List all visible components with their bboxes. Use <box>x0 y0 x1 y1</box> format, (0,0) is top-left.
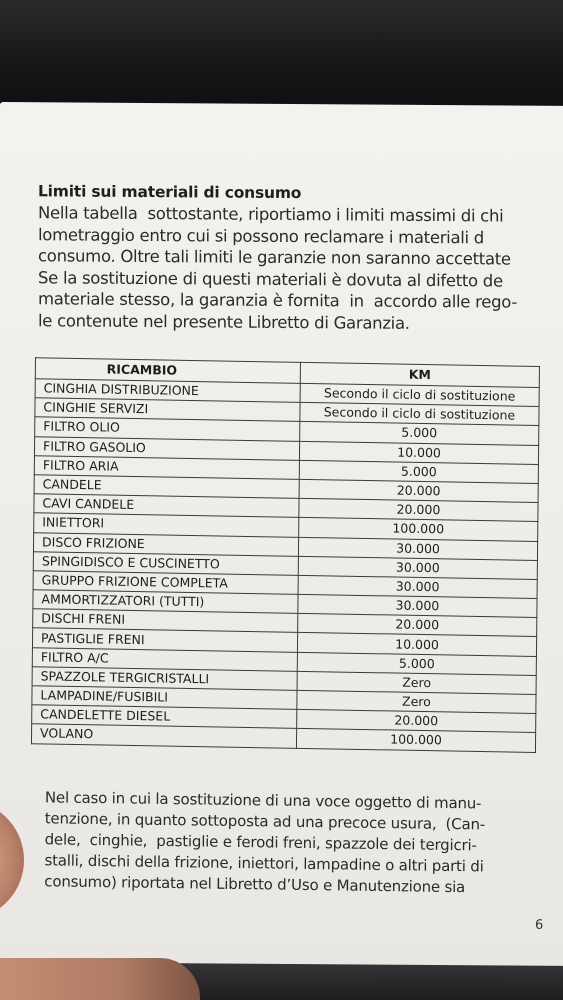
limits-table-wrapper <box>31 357 540 752</box>
part-cell: CINGHIE SERVIZI <box>35 398 300 422</box>
part-cell: CINGHIA DISTRIBUZIONE <box>35 379 300 403</box>
thumb-bottom <box>0 958 200 1000</box>
km-cell: 100.000 <box>299 518 538 541</box>
km-cell: Zero <box>297 671 536 694</box>
footer-line: tenzione, in quanto sottoposta ad una precoce usura, (Can- <box>44 809 486 834</box>
intro-line: le contenute nel presente Libretto di Garanzia. <box>38 310 410 333</box>
part-cell: CAVI CANDELE <box>34 494 299 518</box>
part-cell: DISCO FRIZIONE <box>33 532 298 556</box>
km-cell: 5.000 <box>299 460 538 483</box>
booklet-page <box>0 102 563 966</box>
column-header-part: RICAMBIO <box>35 358 300 384</box>
part-cell: AMMORTIZZATORI (TUTTI) <box>33 590 298 614</box>
footer-line: stalli, dischi della frizione, iniettori, lampadine o altri parti di <box>44 851 484 876</box>
column-header-km: KM <box>300 362 539 387</box>
km-cell: 20.000 <box>299 479 538 502</box>
part-cell: DISCHI FRENI <box>33 609 298 633</box>
page-content <box>38 182 563 335</box>
km-cell: Secondo il ciclo di sostituzione <box>300 383 539 406</box>
part-cell: FILTRO ARIA <box>34 455 299 479</box>
part-cell: PASTIGLIE FRENI <box>32 628 297 652</box>
part-cell: CANDELETTE DIESEL <box>32 705 297 729</box>
km-cell: 30.000 <box>298 594 537 617</box>
part-cell: FILTRO OLIO <box>35 417 300 441</box>
km-cell: 10.000 <box>299 441 538 464</box>
limits-table <box>31 357 540 752</box>
part-cell: SPINGIDISCO E CUSCINETTO <box>33 551 298 575</box>
km-cell: 20.000 <box>298 614 537 637</box>
km-cell: 100.000 <box>296 729 535 752</box>
section-heading: Limiti sui materiali di consumo <box>38 182 302 203</box>
km-cell: Secondo il ciclo di sostituzione <box>300 403 539 426</box>
km-cell: 10.000 <box>297 633 536 656</box>
footer-paragraph <box>44 787 545 899</box>
km-cell: 30.000 <box>298 575 537 598</box>
km-cell: Zero <box>297 690 536 713</box>
part-cell: INIETTORI <box>34 513 299 537</box>
page-number: 6 <box>535 917 544 933</box>
km-cell: 30.000 <box>298 537 537 560</box>
footer-line: dele, cinghie, pastiglie e ferodi freni, spazzole dei tergicri- <box>44 830 477 855</box>
intro-paragraph <box>38 202 563 335</box>
part-cell: FILTRO GASOLIO <box>34 436 299 460</box>
part-cell: FILTRO A/C <box>32 647 297 671</box>
intro-line: Nella tabella sottostante, riportiamo i limiti massimi di chi <box>38 203 504 226</box>
part-cell: VOLANO <box>31 724 296 748</box>
part-cell: SPAZZOLE TERGICRISTALLI <box>32 667 297 691</box>
intro-line: Se la sostituzione di questi materiali è dovuta al difetto de <box>38 267 503 291</box>
footer-line: Nel caso in cui la sostituzione di una voce oggetto di manu- <box>44 788 482 813</box>
km-cell: 5.000 <box>297 652 536 675</box>
intro-line: consumo. Oltre tali limiti le garanzie non saranno accettate <box>38 246 511 269</box>
km-cell: 20.000 <box>299 498 538 521</box>
km-cell: 20.000 <box>297 710 536 733</box>
km-cell: 5.000 <box>300 422 539 445</box>
part-cell: LAMPADINE/FUSIBILI <box>32 686 297 710</box>
intro-line: materiale stesso, la garanzia è fornita in accordo alle rego- <box>38 289 518 312</box>
part-cell: CANDELE <box>34 475 299 499</box>
part-cell: GRUPPO FRIZIONE COMPLETA <box>33 571 298 595</box>
footer-line: consumo) riportata nel Libretto d’Uso e Manutenzione sia <box>44 872 466 897</box>
km-cell: 30.000 <box>298 556 537 579</box>
intro-line: lometraggio entro cui si possono reclamare i materiali d <box>38 224 484 247</box>
